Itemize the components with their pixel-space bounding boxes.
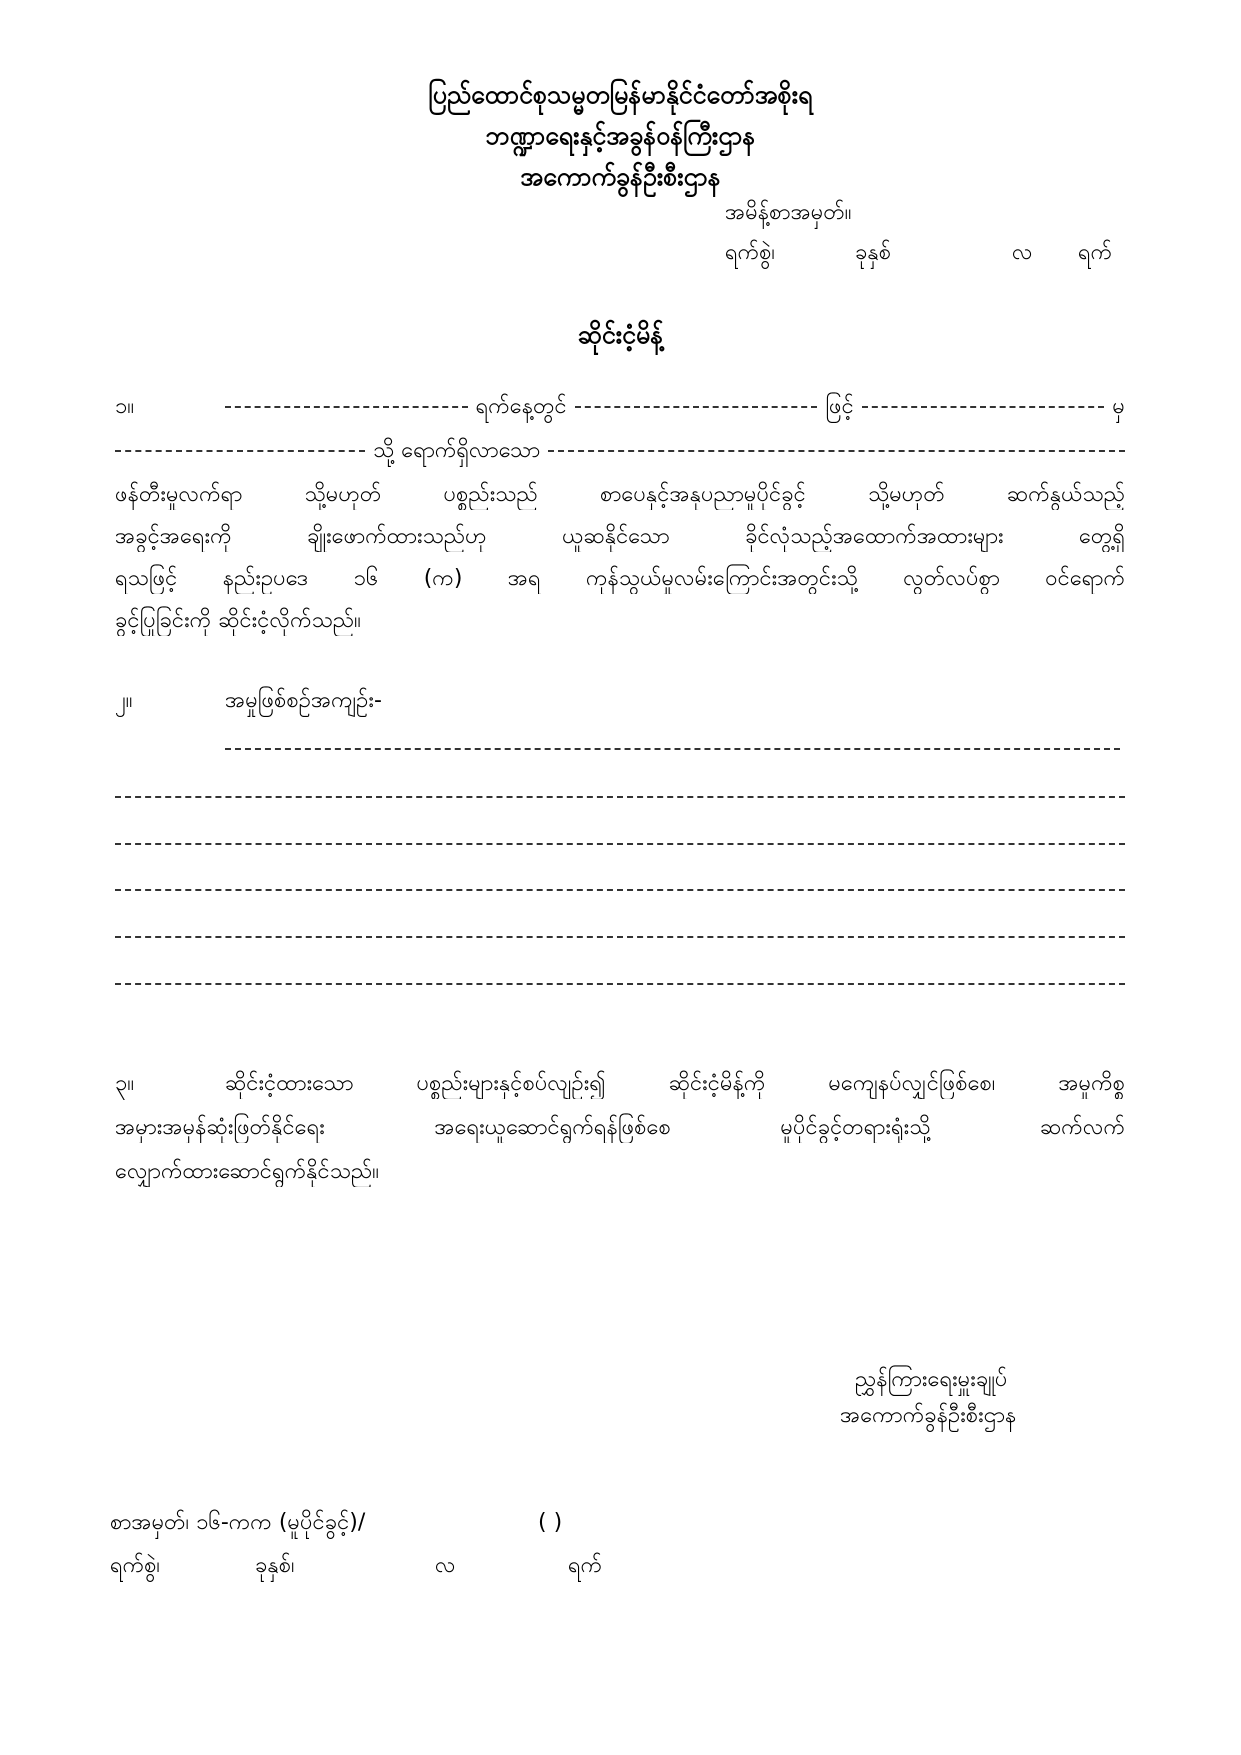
footer-date-label: ရက်စွဲ၊ xyxy=(110,1553,161,1578)
summary-line-3 xyxy=(115,843,1125,845)
fill-line-by xyxy=(575,406,818,408)
fill-line-goods xyxy=(548,450,1125,452)
signature-department: အကောက်ခွန်ဦးစီးဌာန xyxy=(840,1403,1017,1428)
section2-heading: အမှုဖြစ်စဉ်အကျဉ်း- xyxy=(225,688,382,713)
section1-body-line-1: ဖန်တီးမှုလက်ရာ သို့မဟုတ် ပစ္စည်းသည် စာပေနှင့်အနုပညာမူပိုင်ခွင့် သို့မဟုတ် ဆက်နွယ်သည့် xyxy=(115,482,1125,507)
section2-number: ၂။ xyxy=(115,688,133,713)
footer-year-label: ခုနှစ်၊ xyxy=(255,1553,295,1578)
summary-line-5 xyxy=(115,936,1125,938)
fill-line-from xyxy=(862,406,1105,408)
section1-date-word: ရက်နေ့တွင် xyxy=(475,393,567,419)
section1-body-line-4: ခွင့်ပြုခြင်းကို ဆိုင်းငံ့လိုက်သည်။ xyxy=(115,608,361,633)
footer-day-label: ရက် xyxy=(568,1553,603,1578)
section3-body-line-3: လျှောက်ထားဆောင်ရွက်နိုင်သည်။ xyxy=(115,1159,379,1184)
section1-fill-row-1 xyxy=(225,392,1125,422)
fill-line-date xyxy=(225,406,468,408)
summary-line-2 xyxy=(115,796,1125,798)
order-month-label: လ xyxy=(1012,240,1033,265)
section3-body-line-1: ဆိုင်းငံ့ထားသော ပစ္စည်းများနှင့်စပ်လျဉ်း၍ ဆိုင်းငံ့မိန့်ကို မကျေနပ်လျှင်ဖြစ်စေ၊ အမှုကိစ္စ xyxy=(225,1071,1125,1096)
summary-line-4 xyxy=(115,889,1125,891)
section1-fill-row-2 xyxy=(115,436,1125,466)
summary-line-1 xyxy=(225,748,1120,750)
section1-from-word: မှ xyxy=(1112,393,1125,419)
section1-body-line-2: အခွင့်အရေးကို ချိုးဖောက်ထားသည်ဟု ယူဆနိုင်သော ခိုင်လုံသည့်အထောက်အထားများ တွေ့ရှိ xyxy=(115,524,1125,549)
footer-month-label: လ xyxy=(435,1553,456,1578)
order-date-label: ရက်စွဲ၊ xyxy=(725,240,776,265)
order-number-label: အမိန့်စာအမှတ်။ xyxy=(725,200,852,225)
order-day-label: ရက် xyxy=(1078,240,1113,265)
header-department: အကောက်ခွန်ဦးစီးဌာန xyxy=(520,162,721,191)
section1-body-line-3: ရသဖြင့် နည်းဥပဒေ ၁၆ (က) အရ ကုန်သွယ်မှုလမ်းကြောင်းအတွင်းသို့ လွတ်လပ်စွာ ဝင်ရောက် xyxy=(115,566,1125,591)
footer-ref-label: စာအမှတ်၊ ၁၆-ကက (မူပိုင်ခွင့်)/ xyxy=(110,1510,366,1535)
signature-title: ညွှန်ကြားရေးမှူးချုပ် xyxy=(855,1367,1008,1392)
footer-ref-paren: ( ) xyxy=(538,1510,563,1535)
summary-line-6 xyxy=(115,983,1125,985)
order-year-label: ခုနှစ် xyxy=(855,240,892,265)
section1-to-word: သို့ ရောက်ရှိလာသော xyxy=(373,437,541,463)
section3-body-line-2: အမှားအမှန်ဆုံးဖြတ်နိုင်ရေး အရေးယူဆောင်ရွက်ရန်ဖြစ်စေ မူပိုင်ခွင့်တရားရုံးသို့ ဆက်လက် xyxy=(115,1115,1125,1140)
section3-number: ၃။ xyxy=(115,1071,135,1096)
header-government: ပြည်ထောင်စုသမ္မတမြန်မာနိုင်ငံတော်အစိုးရ xyxy=(428,80,813,109)
section1-by-word: ဖြင့် xyxy=(825,393,854,419)
fill-line-origin xyxy=(115,450,365,452)
header-ministry: ဘဏ္ဍာရေးနှင့်အခွန်ဝန်ကြီးဌာန xyxy=(485,121,756,150)
document-title: ဆိုင်းငံ့မိန့် xyxy=(577,320,664,349)
section1-number: ၁။ xyxy=(115,394,135,419)
